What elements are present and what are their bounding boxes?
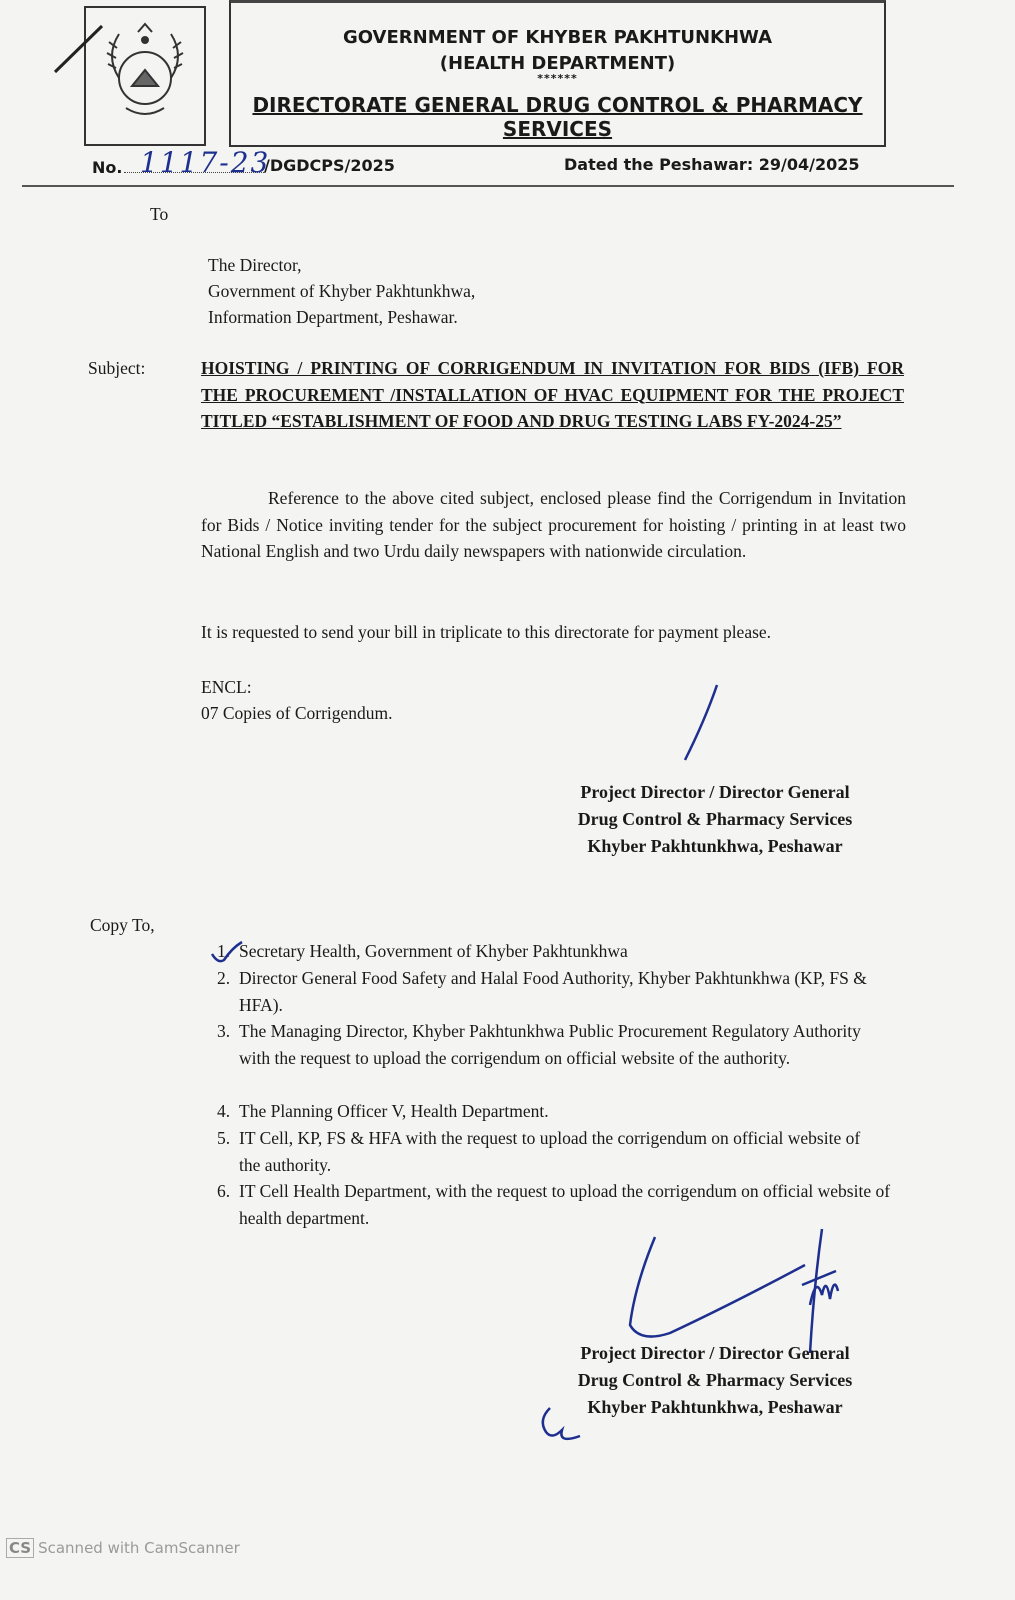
signatory-title: Project Director / Director General [580, 782, 850, 802]
initial-slash-mark [675, 680, 735, 765]
copy-item [201, 965, 901, 1018]
copy-item-number: 5. [217, 1128, 231, 1148]
ref-number-handwritten: 1117-23 [140, 146, 271, 179]
copy-item-text: IT Cell, KP, FS & HFA with the request to upload the corrigendum on official website of the authority. [239, 1128, 861, 1175]
signatory-office: Drug Control & Pharmacy Services [577, 809, 853, 829]
camscanner-logo: CS [6, 1538, 34, 1558]
copy-item [201, 938, 901, 965]
copy-item [201, 1018, 901, 1098]
directorate-title: DIRECTORATE GENERAL DRUG CONTROL & PHARMACY SERVICES [252, 93, 863, 141]
signatory-block-2 [540, 1340, 890, 1421]
camscanner-watermark [6, 1538, 240, 1558]
copy-item [201, 1178, 901, 1231]
header-divider [22, 185, 954, 187]
enclosure-text: 07 Copies of Corrigendum. [201, 703, 393, 723]
subject-label: Subject: [88, 358, 146, 378]
copy-item-number: 6. [217, 1181, 231, 1201]
tick-mark-icon [208, 938, 248, 968]
copy-to-label: Copy To, [90, 915, 155, 935]
signatory-block-1 [540, 779, 890, 860]
subject-text: HOISTING / PRINTING OF CORRIGENDUM IN INVITATION FOR BIDS (IFB) FOR THE PROCUREMENT /INSTALLATION OF HVAC EQUIPMENT FOR THE PROJECT TITLED “ESTABLISHMENT OF FOOD AND DRUG TESTING LABS FY-2024-25” [201, 358, 904, 431]
addressee-line-2: Government of Khyber Pakhtunkhwa, [208, 281, 476, 301]
copy-item-number: 3. [217, 1021, 231, 1041]
copy-item-text: The Managing Director, Khyber Pakhtunkhwa Public Procurement Regulatory Authority with the request to upload the corrigendum on official website of the authority. [239, 1021, 861, 1068]
ref-no-label: No. [92, 158, 123, 177]
body-paragraph-2: It is requested to send your bill in triplicate to this directorate for payment please. [201, 622, 772, 642]
handwritten-stroke-mark [50, 20, 110, 80]
signature-mark [600, 1225, 860, 1355]
copy-item-text: Director General Food Safety and Halal Food Authority, Khyber Pakhtunkhwa (KP, FS & HFA). [239, 968, 867, 1015]
enclosure-label: ENCL: [201, 677, 252, 697]
to-label: To [150, 204, 169, 224]
addressee-line-1: The Director, [208, 255, 302, 275]
department-title: (HEALTH DEPARTMENT) [439, 53, 676, 74]
camscanner-text: Scanned with CamScanner [38, 1539, 240, 1557]
header-separator: ****** [537, 72, 578, 85]
signatory-location: Khyber Pakhtunkhwa, Peshawar [587, 1397, 843, 1417]
copy-item-text: Secretary Health, Government of Khyber Pakhtunkhwa [239, 941, 628, 961]
signatory-title: Project Director / Director General [580, 1343, 850, 1363]
copy-item [201, 1098, 901, 1125]
government-title: GOVERNMENT OF KHYBER PAKHTUNKHWA [342, 27, 773, 48]
copy-item [201, 1125, 901, 1178]
copy-item-text: IT Cell Health Department, with the request to upload the corrigendum on official website of health department. [239, 1181, 891, 1228]
copy-item-number: 4. [217, 1101, 231, 1121]
addressee-line-3: Information Department, Peshawar. [208, 307, 458, 327]
signatory-office: Drug Control & Pharmacy Services [577, 1370, 853, 1390]
copy-item-number: 1. [217, 941, 231, 961]
body-paragraph-1: Reference to the above cited subject, enclosed please find the Corrigendum in Invitation for Bids / Notice inviting tender for the subject procurement for hoisting / printing in at least two National English and two Urdu daily newspapers with nationwide circulation. [201, 488, 906, 561]
copy-item-text: The Planning Officer V, Health Department. [239, 1101, 549, 1121]
signatory-location: Khyber Pakhtunkhwa, Peshawar [587, 836, 843, 856]
ref-number-suffix: /DGDCPS/2025 [264, 156, 395, 175]
initials-mark [532, 1400, 592, 1450]
reference-row [92, 146, 952, 180]
letter-date: Dated the Peshawar: 29/04/2025 [564, 155, 860, 174]
copy-item-number: 2. [217, 968, 231, 988]
